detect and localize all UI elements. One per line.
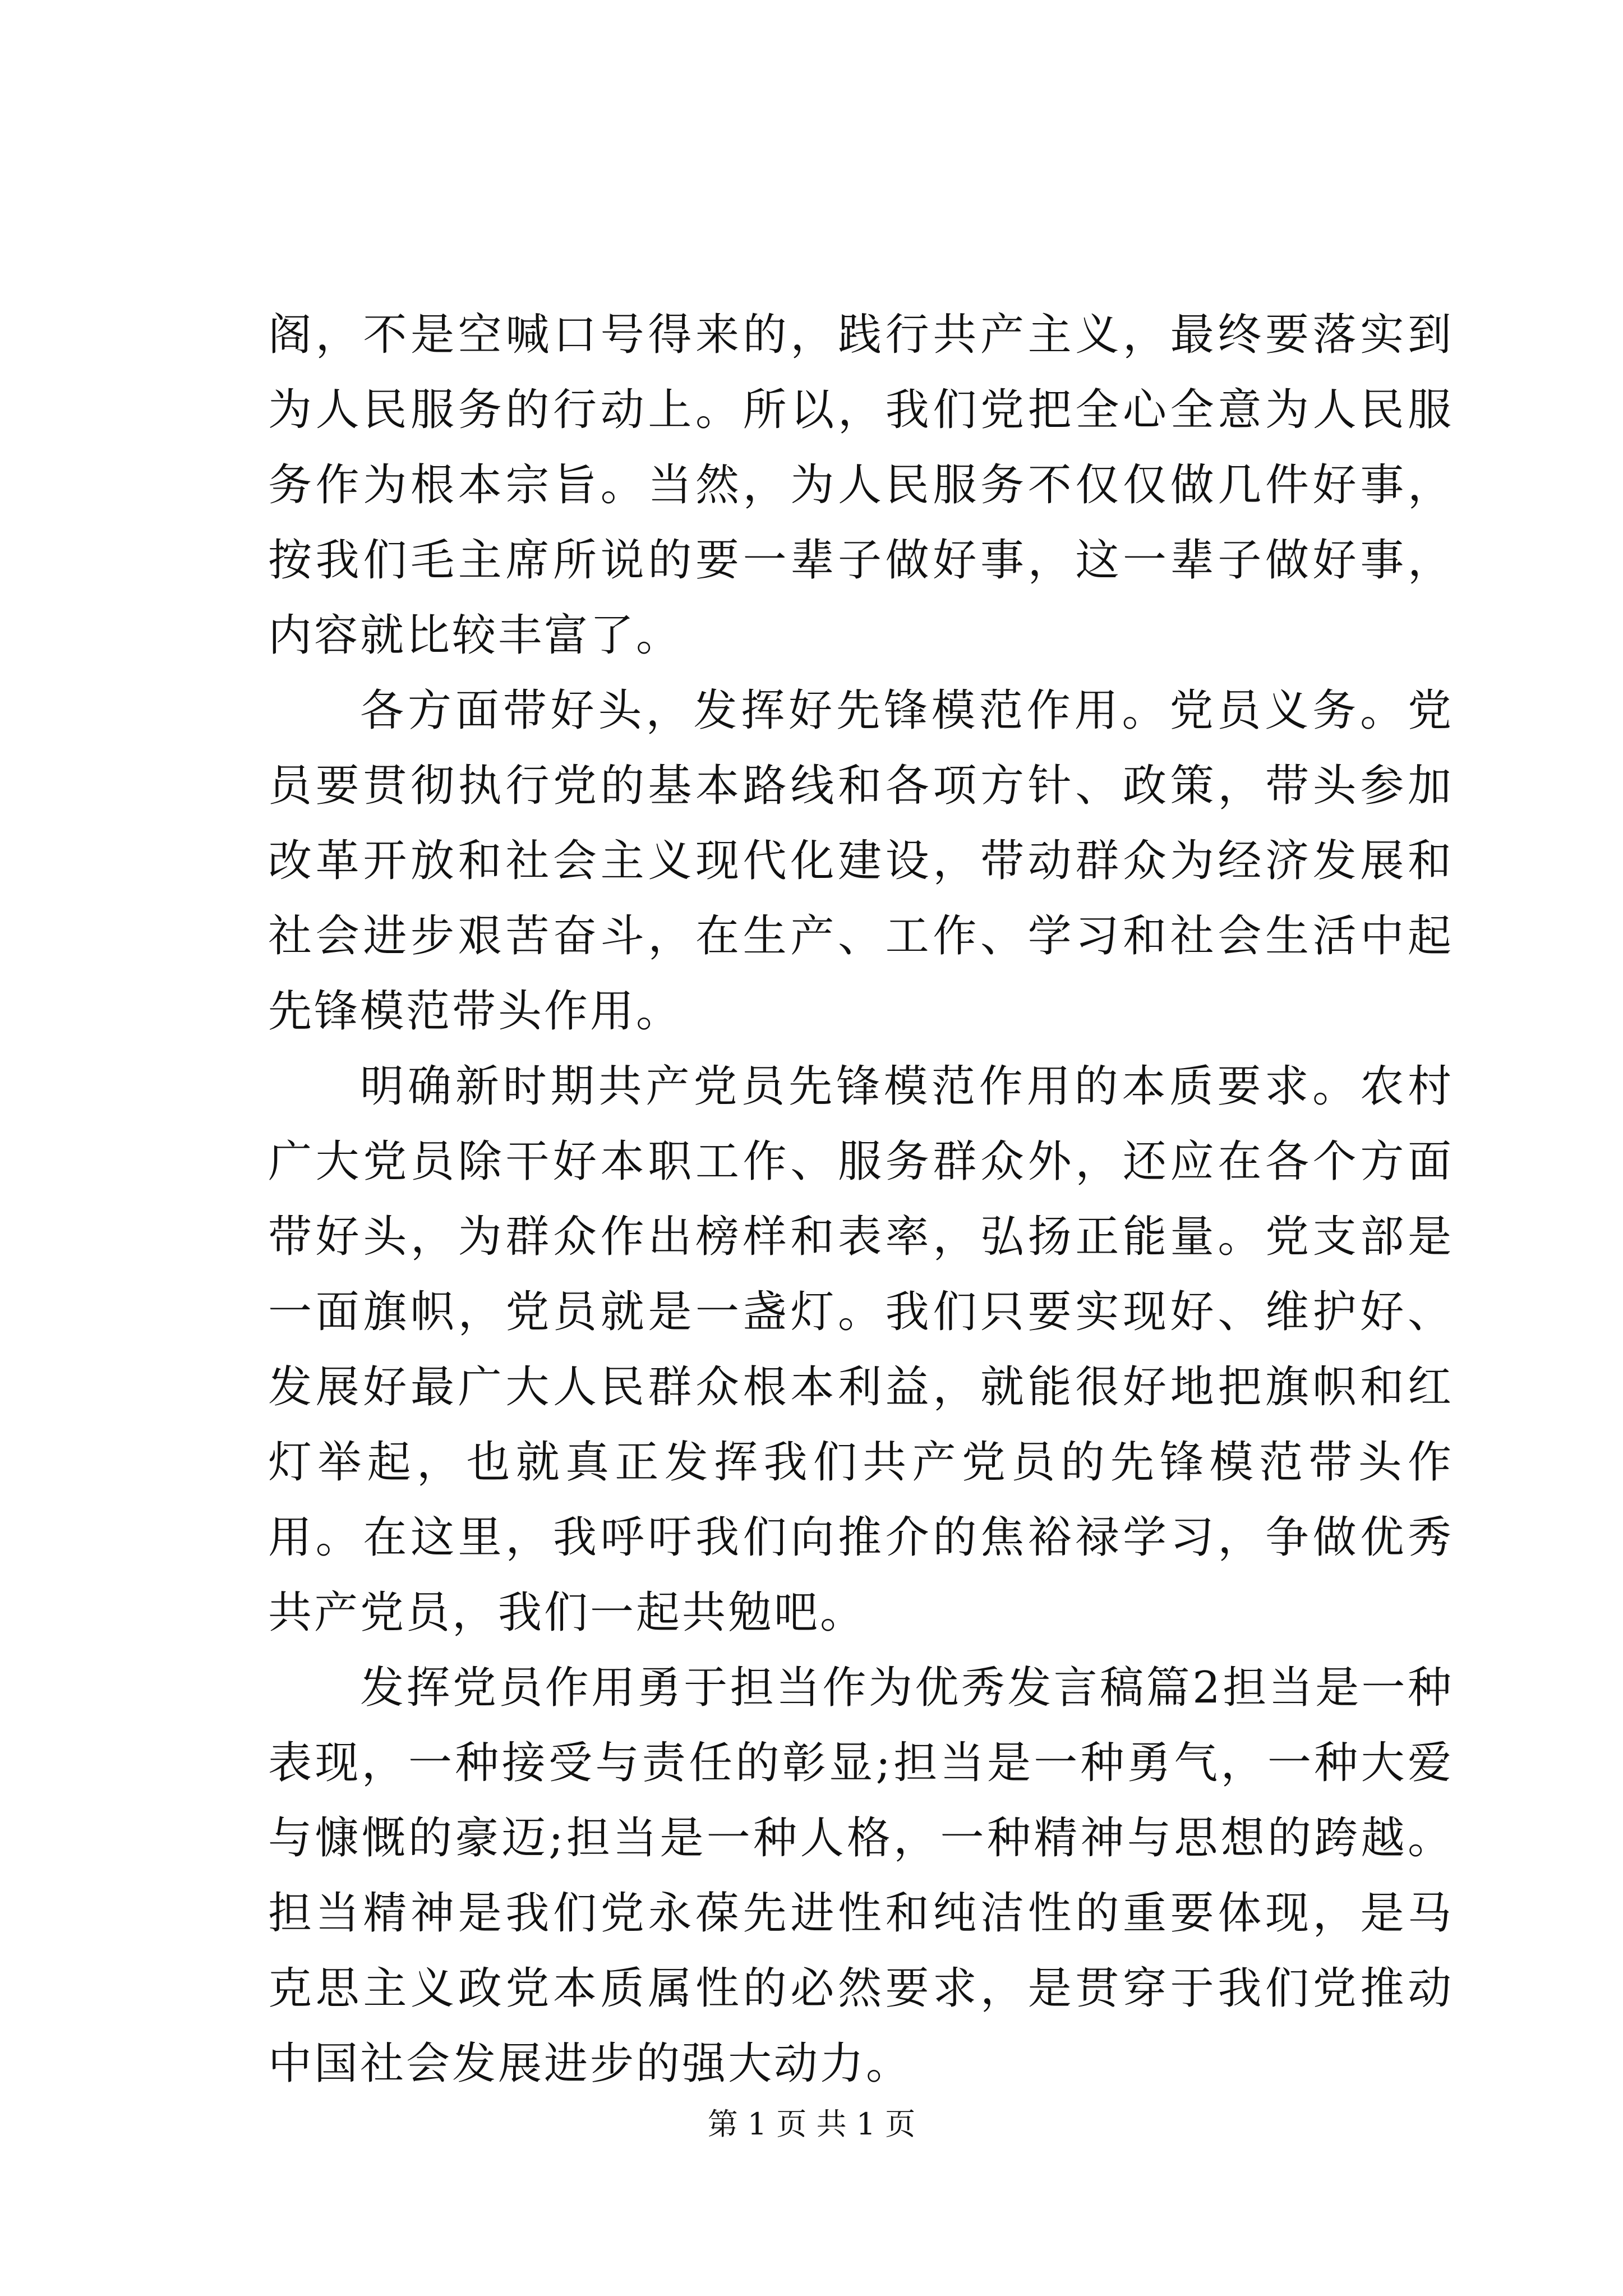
paragraph-essential-requirements: 明确新时期共产党员先锋模范作用的本质要求。农村广大党员除干好本职工作、服务群众外，还应在各个方面带好头，为群众作出榜样和表率，弘扬正能量。党支部是一面旗帜，党员就是一盏灯。我们只要实现好、维护好、发展好最广大人民群众根本利益，就能很好地把旗帜和红灯举起，也就真正发挥我们共产党员的先锋模范带头作用。在这里，我呼吁我们向推介的焦裕禄学习，争做优秀共产党员，我们一起共勉吧。 [268,1061,1454,1638]
paragraph-vanguard-role: 各方面带好头，发挥好先锋模范作用。党员义务。党员要贯彻执行党的基本路线和各项方针、政策，带头参加改革开放和社会主义现代化建设，带动群众为经济发展和社会进步艰苦奋斗，在生产、工作、学习和社会生活中起先锋模范带头作用。 [268,685,1454,1037]
paragraph-continuation: 阁，不是空喊口号得来的，践行共产主义，最终要落实到为人民服务的行动上。所以，我们党把全心全意为人民服务作为根本宗旨。当然，为人民服务不仅仅做几件好事，按我们毛主席所说的要一辈子做好事，这一辈子做好事，内容就比较丰富了。 [268,310,1454,661]
document-body [268,297,1454,2101]
page-number-footer: 第 1 页 共 1 页 [707,2106,916,2142]
paragraph-responsibility: 发挥党员作用勇于担当作为优秀发言稿篇2担当是一种表现，一种接受与责任的彰显;担当是一种勇气，一种大爱与慷慨的豪迈;担当是一种人格，一种精神与思想的跨越。担当精神是我们党永葆先进性和纯洁性的重要体现，是马克思主义政党本质属性的必然要求，是贯穿于我们党推动中国社会发展进步的强大动力。 [268,1663,1454,2089]
